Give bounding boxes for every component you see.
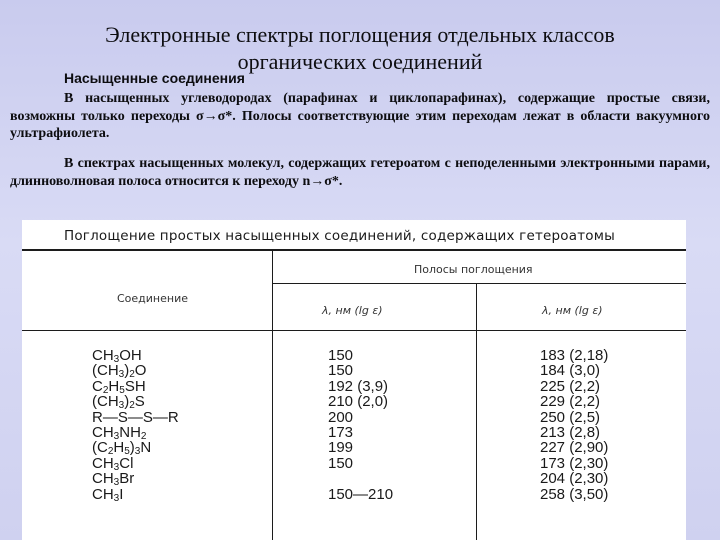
compound-cell: R—S—S—R	[92, 408, 179, 426]
compound-cell: $(C_2H_5)_3N$	[92, 439, 152, 458]
band2-cell: 229 (2,2)	[540, 393, 601, 411]
compound-cell: $CH_3Br$	[92, 470, 135, 489]
band2-cell: 227 (2,90)	[540, 439, 609, 457]
header-compound: Соединение	[117, 292, 189, 305]
band2-cell: 250 (2,5)	[540, 408, 601, 426]
band2-cell: 173 (2,30)	[540, 454, 609, 472]
compound-column	[92, 348, 179, 502]
compound-cell: $CH_3OH$	[92, 347, 142, 365]
header-bands: Полосы поглощения	[414, 263, 533, 276]
band1-column	[328, 348, 458, 502]
compound-cell: $CH_3I$	[92, 485, 124, 504]
band2-cell: 225 (2,2)	[540, 377, 601, 395]
band2-column	[540, 348, 608, 502]
compound-cell: $(CH_3)_2S$	[92, 393, 145, 412]
header-bottom-rule	[22, 330, 686, 331]
section-heading: Насыщенные соединения	[64, 70, 245, 86]
band1-cell: 200	[328, 408, 354, 426]
header-band-2: λ, нм (lg ε)	[542, 304, 603, 317]
column-divider-1	[272, 250, 273, 540]
paragraph-2	[10, 155, 710, 190]
band1-cell: 150—210	[328, 485, 394, 503]
compound-cell: $(CH_3)_2O$	[92, 362, 147, 381]
title-line-1: Электронные спектры поглощения отдельных классов	[105, 21, 615, 47]
paragraph-1	[10, 90, 710, 143]
band2-cell: 258 (3,50)	[540, 485, 609, 503]
band1-cell: 210 (2,0)	[328, 393, 389, 411]
bands-header-rule	[272, 283, 686, 284]
band2-cell: 184 (3,0)	[540, 362, 601, 380]
paragraph-1-text: В насыщенных углеводородах (парафинах и циклопарафинах), содержащие простые связи, возможны только переходы σ→σ*. Полосы соответствующие этим переходам лежат в области вакуумного ультрафиолета.	[10, 91, 710, 141]
band1-cell: 173	[328, 424, 354, 442]
absorption-table	[22, 220, 686, 540]
paragraph-2-text: В спектрах насыщенных молекул, содержащих гетероатом с неподеленными электронными парами, длинноволновая полоса относится к переходу n→σ*.	[10, 156, 710, 189]
band1-cell: 150	[328, 347, 354, 364]
compound-cell: $CH_3NH_2$	[92, 424, 147, 443]
table-caption: Поглощение простых насыщенных соединений, содержащих гетероатомы	[64, 228, 616, 244]
compound-cell: $C_2H_5SH$	[92, 377, 146, 396]
slide-title	[40, 21, 680, 75]
title-line-2: органических соединений	[237, 48, 483, 74]
band2-cell: 183 (2,18)	[540, 347, 609, 364]
band1-cell: 150	[328, 454, 354, 472]
band1-cell	[328, 471, 458, 486]
header-band-1: λ, нм (lg ε)	[322, 304, 383, 317]
compound-cell: $CH_3Cl$	[92, 454, 134, 473]
band1-cell: 192 (3,9)	[328, 377, 389, 395]
band2-cell: 213 (2,8)	[540, 424, 601, 442]
band2-cell: 204 (2,30)	[540, 470, 609, 488]
table-top-rule	[22, 249, 686, 251]
band1-cell: 199	[328, 439, 354, 457]
band1-cell: 150	[328, 362, 354, 380]
column-divider-2	[476, 284, 477, 540]
